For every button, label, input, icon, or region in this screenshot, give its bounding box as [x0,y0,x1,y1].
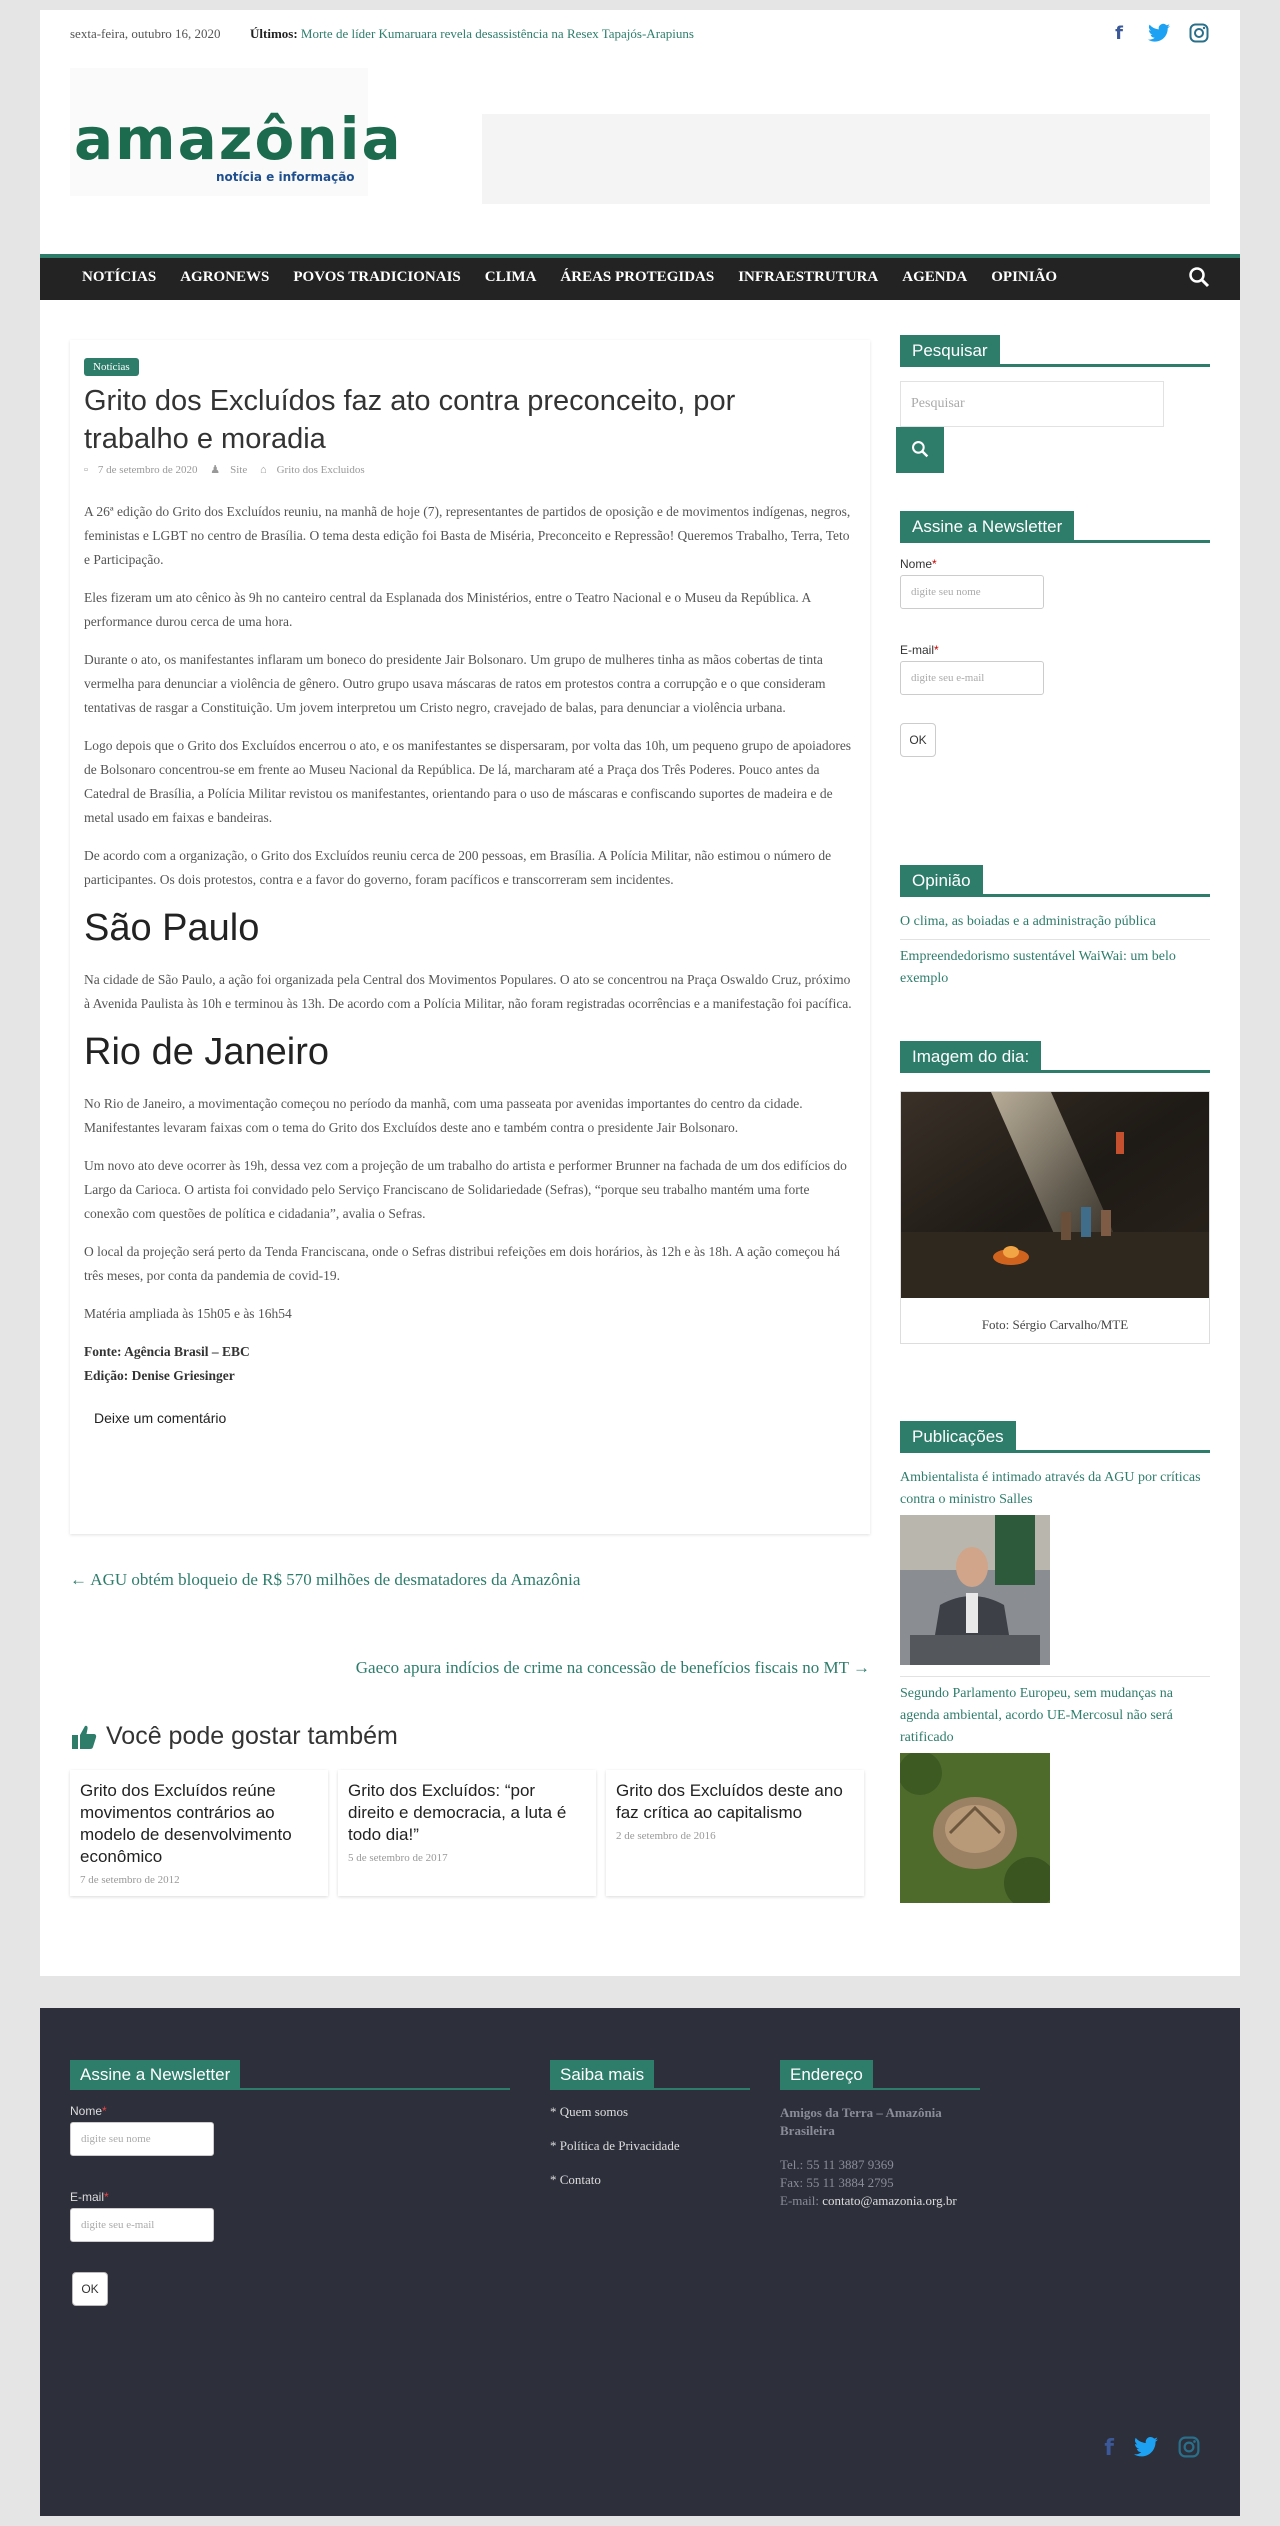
related-posts [70,1770,870,1896]
article-source: Fonte: Agência Brasil – EBC [84,1344,250,1359]
search-widget [900,330,1210,473]
publications-widget-title [900,1416,1210,1453]
current-date: sexta-feira, outubro 16, 2020 [70,26,221,41]
search-input[interactable]: Pesquisar [900,381,1164,427]
article-paragraph: A 26ª edição do Grito dos Excluídos reuniu, na manhã de hoje (7), representantes de partidos de oposição e de movimentos indígenas, negros, feministas e LGBT no centro de Brasília. O tema desta edição foi Basta de Miséria, Preconceito e Repressão! Queremos Trabalho, Terra, Teto e Participação. [84,504,851,567]
latest-news [250,26,694,42]
opinion-link[interactable]: O clima, as boiadas e a administração pública [900,914,1156,929]
article-paragraph: Um novo ato deve ocorrer às 19h, dessa vez com a projeção de um trabalho do artista e performer Brunner na fachada de um dos edifícios do Largo da Carioca. O artista foi convidado pelo Serviço Franciscano de Solidariedade (Sefras), “porque seu trabalho mantém uma forte conexão com questões de política e cidadania”, avalia o Sefras. [84,1158,847,1221]
article-author[interactable]: Site [230,464,248,476]
footer-newsletter [70,2056,510,2306]
footer-saiba-title-label: Saiba mais [550,2060,654,2090]
footer-saiba-title [550,2056,750,2090]
related-card-date: 2 de setembro de 2016 [616,1830,716,1842]
article-paragraph: No Rio de Janeiro, a movimentação começou no período da manhã, com uma passeata por avenidas importantes do centro da cidade. Manifestantes levaram faixas com o tema do Grito dos Excluídos deste ano e também contra o presidente Jair Bolsonaro. [84,1096,803,1135]
instagram-icon[interactable] [1178,2436,1200,2464]
footer-address [780,2104,980,2210]
footer-name-label [70,2104,510,2118]
top-bar [70,20,1210,50]
related-title: Você pode gostar também [106,1722,398,1750]
nav-item-infraestrutura[interactable]: INFRAESTRUTURA [738,269,879,285]
nav-item-agronews[interactable]: AGRONEWS [180,269,270,285]
footer-org-name: Amigos da Terra – Amazônia Brasileira [780,2105,942,2138]
article-paragraph: Na cidade de São Paulo, a ação foi organizada pela Central dos Movimentos Populares. O ato se concentrou na Praça Oswaldo Cruz, próximo à Avenida Paulista às 10h e terminou às 13h. De acordo com a Polícia Militar, não foram registradas ocorrências e a manifestação foi pacífica. [84,972,852,1011]
related-heading [70,1722,398,1751]
heading-sao-paulo: São Paulo [84,907,260,949]
required-mark: * [932,557,937,571]
footer-name-label-text: Nome [70,2104,103,2118]
instagram-icon[interactable] [1188,23,1210,45]
footer-saiba-mais [550,2056,750,2206]
search-icon[interactable] [1188,266,1210,288]
footer-email-link[interactable]: contato@amazonia.org.br [822,2193,957,2208]
article-paragraph: Eles fizeram um ato cênico às 9h no canteiro central da Esplanada dos Ministérios, entre o Teatro Nacional e o Museu da República. A performance durou cerca de uma hora. [84,590,811,629]
nav-item-areas-protegidas[interactable]: ÁREAS PROTEGIDAS [560,269,715,285]
twitter-icon[interactable] [1134,2436,1158,2464]
main-nav [40,254,1240,300]
opinion-widget [900,860,1210,990]
article-paragraph: Matéria ampliada às 15h05 e às 16h54 [84,1306,292,1321]
email-label-text: E-mail [900,643,935,657]
footer-email-label [70,2190,510,2204]
leave-comment-link[interactable]: Deixe um comentário [94,1410,227,1426]
footer-fax: Fax: 55 11 3884 2795 [780,2175,894,2190]
calendar-icon: ▫ [84,464,88,476]
site-logo[interactable] [70,68,403,196]
footer-endereco-title-label: Endereço [780,2060,873,2090]
image-of-day-photo[interactable] [901,1092,1209,1298]
heading-rio-de-janeiro: Rio de Janeiro [84,1031,330,1073]
newsletter-widget [900,506,1210,757]
footer-submit-button[interactable]: OK [72,2272,108,2306]
search-widget-title [900,330,1210,367]
footer-newsletter-title-label: Assine a Newsletter [70,2060,240,2090]
header-ad-banner [482,114,1210,204]
opinion-widget-title [900,860,1210,897]
article-tag[interactable]: Grito dos Excluidos [276,464,365,476]
footer-email-prefix: E-mail: [780,2193,819,2208]
related-card[interactable] [606,1770,864,1896]
footer-tel: Tel.: 55 11 3887 9369 [780,2157,894,2172]
article-paragraph: Durante o ato, os manifestantes inflaram um boneco do presidente Jair Bolsonaro. Um grupo de mulheres tinha as mãos cobertas de tinta vermelha para denunciar a violência de gênero. Outro grupo usava máscaras de ratos em protestos contra a corrupção e o que consideram tentativas de rasgar a Constituição. Um jovem interpretou um Cristo negro, cravejado de balas, para denunciar a violência urbana. [84,652,826,715]
search-button[interactable] [896,427,944,473]
related-card-date: 7 de setembro de 2012 [80,1874,180,1886]
footer-email-field[interactable]: digite seu e-mail [70,2208,214,2242]
article-meta [84,463,375,476]
footer-link-contato[interactable]: * Contato [550,2172,601,2187]
required-mark: * [102,2104,107,2118]
related-card-title[interactable]: Grito dos Excluídos reúne movimentos contrários ao modelo de desenvolvimento econômico [80,1781,292,1866]
image-of-day-widget [900,1036,1210,1344]
footer-social-links [1104,2436,1200,2464]
related-card[interactable] [70,1770,328,1896]
search-widget-title-label: Pesquisar [900,335,1000,367]
social-links [1108,23,1210,45]
footer-endereco-title [780,2056,980,2090]
related-card-date: 5 de setembro de 2017 [348,1852,448,1864]
nav-item-povos-tradicionais[interactable]: POVOS TRADICIONAIS [293,269,461,285]
article [70,340,870,1534]
latest-label: Últimos: [250,26,298,41]
footer-email-line [780,2192,980,2210]
thumbs-up-icon [70,1723,98,1751]
newsletter-widget-title-label: Assine a Newsletter [900,511,1074,543]
nav-item-noticias[interactable]: NOTÍCIAS [82,269,157,285]
footer-link-quem-somos[interactable]: * Quem somos [550,2104,628,2119]
logo-title: amazônia [74,105,403,173]
newsletter-widget-title [900,506,1210,543]
user-icon: ♟ [210,464,221,476]
footer-email-label-text: E-mail [70,2190,105,2204]
nav-item-agenda[interactable]: AGENDA [902,269,968,285]
name-label [900,557,1210,571]
publications-widget [900,1416,1210,1908]
publication-thumbnail[interactable] [900,1753,1210,1908]
article-content [84,500,852,1430]
tag-icon: ⌂ [260,464,267,476]
related-card[interactable] [338,1770,596,1896]
page-container [40,10,1240,1976]
opinion-widget-title-label: Opinião [900,865,983,897]
site-footer [40,2008,1240,2516]
article-paragraph: De acordo com a organização, o Grito dos Excluídos reuniu cerca de 200 pessoas, em Brasília. A Polícia Militar, não estimou o número de participantes. Os dois protestos, contra e a favor do governo, foram pacíficos e transcorreram sem incidentes. [84,848,832,887]
name-label-text: Nome [900,557,933,571]
article-date[interactable]: 7 de setembro de 2020 [97,464,198,476]
publications-widget-title-label: Publicações [900,1421,1016,1453]
footer-newsletter-title [70,2056,510,2090]
publication-link[interactable]: Segundo Parlamento Europeu, sem mudanças na agenda ambiental, acordo UE-Mercosul não será ratificado [900,1686,1173,1745]
article-editor: Edição: Denise Griesinger [84,1368,235,1383]
nav-item-opiniao[interactable]: OPINIÃO [991,269,1058,285]
nav-item-clima[interactable]: CLIMA [484,269,537,285]
previous-post-link[interactable]: ← AGU obtém bloqueio de R$ 570 milhões de desmatadores da Amazônia [70,1570,581,1589]
divider [900,939,1210,940]
facebook-icon[interactable]: f [1104,2436,1114,2461]
newsletter-submit-button[interactable]: OK [900,723,936,757]
image-widget-title [900,1036,1210,1073]
related-card-title[interactable]: Grito dos Excluídos: “por direito e democracia, a luta é todo dia!” [348,1781,567,1844]
opinion-link[interactable]: Empreendedorismo sustentável WaiWai: um belo exemplo [900,949,1176,986]
latest-news-link[interactable]: Morte de líder Kumaruara revela desassistência na Resex Tapajós-Arapiuns [300,26,694,41]
article-paragraph: Logo depois que o Grito dos Excluídos encerrou o ato, e os manifestantes se dispersaram, por volta das 10h, um pequeno grupo de apoiadores de Bolsonaro concentrou-se em frente ao Museu Nacional da República. De lá, marcharam até a Praça dos Três Poderes. Pouco antes da Catedral de Brasília, a Polícia Militar revistou os manifestantes, orientando para o uso de máscaras e confiscando suportes de madeira e de metal usado em faixas e bandeiras. [84,738,852,825]
newsletter-name-field[interactable]: digite seu nome [900,575,1044,609]
footer-name-field[interactable]: digite seu nome [70,2122,214,2156]
twitter-icon[interactable] [1148,23,1170,45]
footer-endereco [780,2056,980,2210]
related-card-title[interactable]: Grito dos Excluídos deste ano faz crítica ao capitalismo [616,1781,843,1822]
required-mark: * [934,643,939,657]
article-paragraph: O local da projeção será perto da Tenda Franciscana, onde o Sefras distribui refeições em dois horários, às 12h e às 18h. A ação começou há três meses, por conta da pandemia de covid-19. [84,1244,841,1283]
footer-link-privacidade[interactable]: * Política de Privacidade [550,2138,680,2153]
next-post-link[interactable]: Gaeco apura indícios de crime na concessão de benefícios fiscais no MT → [355,1658,870,1677]
newsletter-email-field[interactable]: digite seu e-mail [900,661,1044,695]
logo-subtitle: notícia e informação [216,170,355,184]
image-caption: Foto: Sérgio Carvalho/MTE [981,1317,1129,1332]
required-mark: * [104,2190,109,2204]
publication-link[interactable]: Ambientalista é intimado através da AGU por críticas contra o ministro Salles [900,1470,1201,1507]
publication-thumbnail[interactable] [900,1515,1210,1670]
category-badge[interactable]: Notícias [84,358,139,376]
article-title: Grito dos Excluídos faz ato contra preconceito, por trabalho e moradia [84,385,736,455]
facebook-icon[interactable]: f [1115,23,1123,44]
image-of-day-card [900,1091,1210,1344]
email-label [900,643,1210,657]
divider [900,1676,1210,1677]
image-widget-title-label: Imagem do dia: [900,1041,1041,1073]
